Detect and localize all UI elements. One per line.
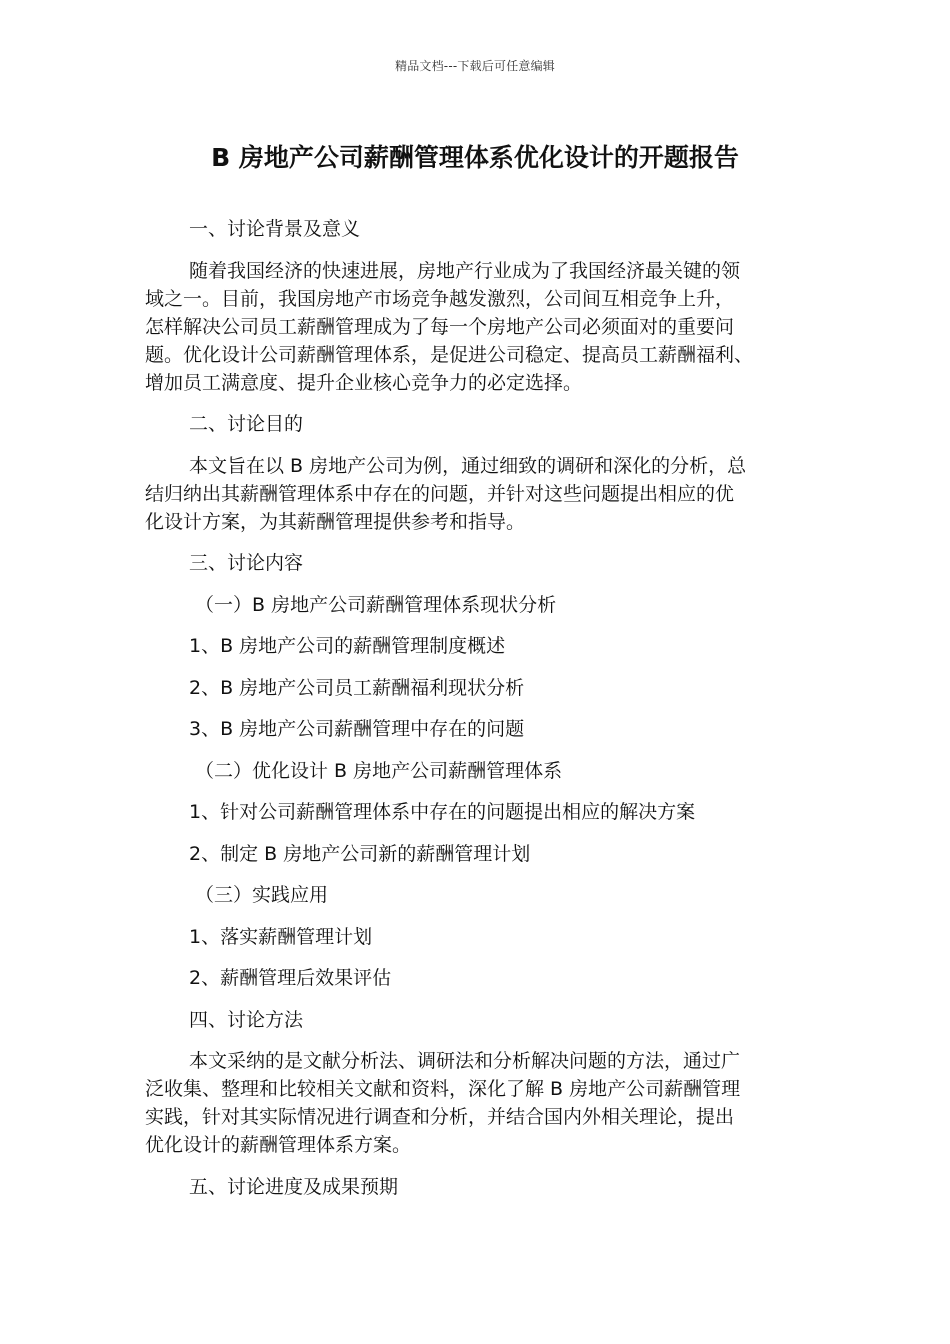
paragraph-background (145, 257, 800, 397)
paragraph-line: 随着我国经济的快速进展，房地产行业成为了我国经济最关键的领 (189, 259, 741, 282)
subsection-heading: （二）优化设计 B 房地产公司薪酬管理体系 (195, 759, 563, 782)
list-item: 2、制定 B 房地产公司新的薪酬管理计划 (189, 842, 531, 865)
list-item: 1、B 房地产公司的薪酬管理制度概述 (189, 635, 506, 657)
list-item: 1、针对公司薪酬管理体系中存在的问题提出相应的解决方案 (189, 801, 696, 823)
paragraph-line: 域之一。目前，我国房地产市场竞争越发激烈，公司间互相竞争上升， (145, 287, 735, 310)
paragraph-line: 泛收集、整理和比较相关文献和资料，深化了解 B 房地产公司薪酬管理 (145, 1078, 741, 1100)
section-heading-schedule: 五、讨论进度及成果预期 (189, 1175, 399, 1198)
paragraph-purpose (145, 452, 800, 536)
paragraph-method (145, 1047, 800, 1159)
section-heading-background: 一、讨论背景及意义 (189, 218, 361, 240)
paragraph-line: 优化设计的薪酬管理体系方案。 (145, 1134, 412, 1156)
subsection-heading: （三）实践应用 (195, 884, 329, 906)
list-item: 1、落实薪酬管理计划 (189, 925, 373, 948)
header-note: 精品文档---下载后可任意编辑 (395, 59, 555, 73)
subsection-heading: （一）B 房地产公司薪酬管理体系现状分析 (195, 593, 557, 616)
paragraph-line: 实践，针对其实际情况进行调查和分析，并结合国内外相关理论，提出 (145, 1106, 735, 1128)
list-item: 2、B 房地产公司员工薪酬福利现状分析 (189, 676, 525, 699)
section-heading-purpose: 二、讨论目的 (189, 413, 304, 435)
paragraph-line: 结归纳出其薪酬管理体系中存在的问题，并针对这些问题提出相应的优 (145, 482, 735, 505)
section-heading-method: 四、讨论方法 (189, 1008, 304, 1031)
paragraph-line: 本文采纳的是文献分析法、调研法和分析解决问题的方法，通过广 (189, 1050, 741, 1072)
section-heading-content: 三、讨论内容 (189, 552, 304, 574)
paragraph-line: 化设计方案，为其薪酬管理提供参考和指导。 (145, 510, 526, 533)
list-item: 3、B 房地产公司薪酬管理中存在的问题 (189, 718, 525, 740)
document-title: B 房地产公司薪酬管理体系优化设计的开题报告 (211, 143, 739, 172)
paragraph-line: 怎样解决公司员工薪酬管理成为了每一个房地产公司必须面对的重要问 (145, 315, 735, 338)
document-body (145, 215, 800, 1214)
list-item: 2、薪酬管理后效果评估 (189, 967, 392, 989)
paragraph-line: 题。优化设计公司薪酬管理体系，是促进公司稳定、提高员工薪酬福利、 (145, 343, 754, 366)
paragraph-line: 本文旨在以 B 房地产公司为例，通过细致的调研和深化的分析，总 (189, 454, 747, 477)
paragraph-line: 增加员工满意度、提升企业核心竞争力的必定选择。 (145, 371, 583, 394)
